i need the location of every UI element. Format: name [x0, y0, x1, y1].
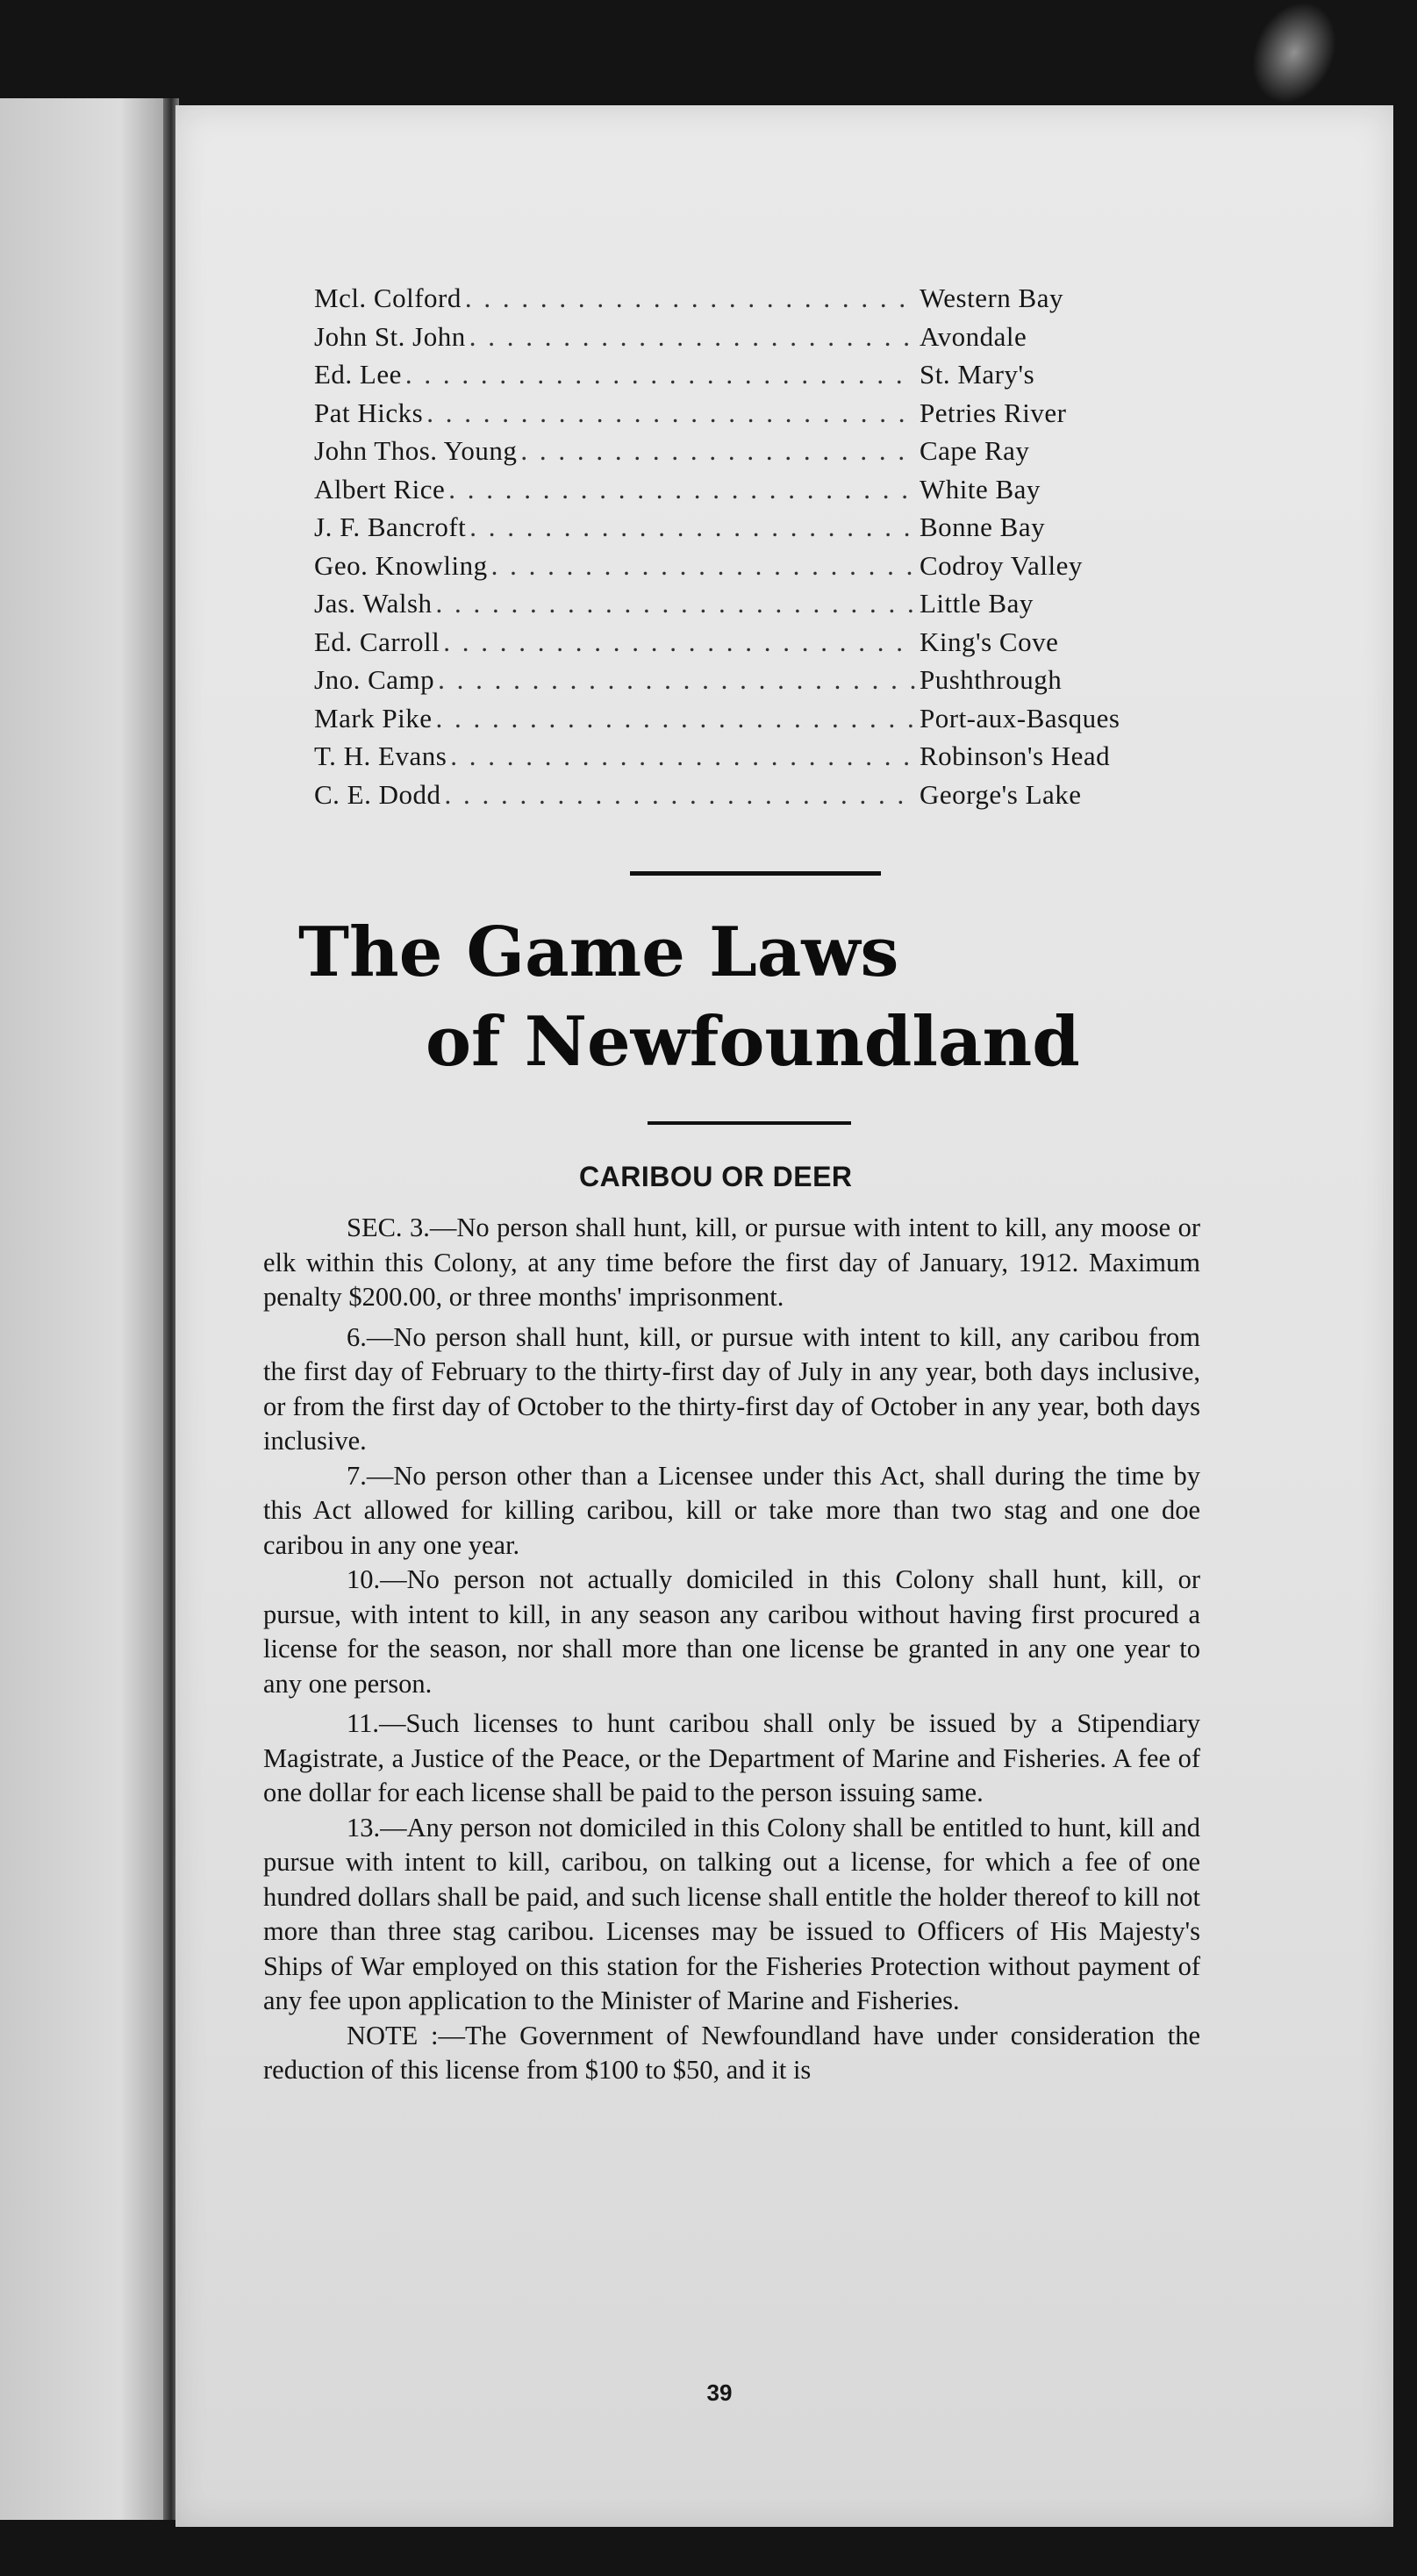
roster-name: Mark Pike	[314, 702, 433, 733]
leader-dots	[436, 588, 916, 619]
roster-place: George's Lake	[920, 778, 1082, 810]
page-number: 39	[706, 2379, 733, 2406]
roster-name: John St. John	[314, 320, 466, 352]
section-divider	[630, 871, 881, 876]
roster-row	[314, 626, 1183, 665]
leader-dots	[520, 435, 916, 467]
roster-place: Western Bay	[920, 283, 1063, 313]
warden-roster	[314, 283, 1183, 817]
roster-row	[314, 474, 1183, 512]
roster-row	[314, 435, 1183, 474]
leader-dots	[448, 474, 916, 505]
law-text	[263, 1211, 1200, 2088]
roster-name: T. H. Evans	[314, 741, 447, 771]
law-paragraph: 7.—No person other than a Licensee under this Act, shall during the time by this Act allowed for killing caribou, kill or take more than two stag and one doe caribou in any one year.	[263, 1460, 1200, 1560]
roster-row	[314, 550, 1183, 589]
leader-dots	[491, 550, 916, 582]
leader-dots	[469, 321, 916, 353]
roster-row	[314, 588, 1183, 626]
roster-place: Port-aux-Basques	[920, 702, 1120, 733]
leader-dots	[438, 664, 916, 696]
roster-place: Bonne Bay	[920, 512, 1046, 542]
roster-name: John Thos. Young	[314, 435, 518, 466]
facing-page	[0, 98, 172, 2520]
roster-name: Mcl. Colford	[314, 283, 462, 313]
leader-dots	[445, 779, 917, 811]
leader-dots	[450, 741, 916, 772]
roster-row	[314, 512, 1183, 550]
leader-dots	[469, 512, 916, 543]
note-paragraph: NOTE :—The Government of Newfoundland have under consideration the reduction of this license from $100 to $50, and it is	[263, 2020, 1200, 2085]
roster-place: Cape Ray	[920, 435, 1030, 466]
roster-place: Avondale	[920, 320, 1027, 352]
roster-place: Robinson's Head	[920, 741, 1111, 771]
roster-place: Pushthrough	[920, 664, 1063, 695]
roster-row	[314, 321, 1183, 360]
law-paragraph: 13.—Any person not domiciled in this Colony shall be entitled to hunt, kill and pursue with intent to kill, caribou, on talking out a license, for which a fee of one hundred dollars shall be paid, and such license shall entitle the holder thereof to kill not more than three stag caribou. Licenses may be issued to Officers of His Majesty's Ships of War employed on this station for the Fisheries Protection without payment of any fee upon application to the Minister of Marine and Fisheries.	[263, 1812, 1200, 2015]
roster-place: King's Cove	[920, 626, 1059, 657]
roster-place: Little Bay	[920, 588, 1034, 619]
law-paragraph: SEC. 3.—No person shall hunt, kill, or pursue with intent to kill, any moose or elk within this Colony, at any time before the first day of January, 1912. Maximum penalty $200.00, or three months' imprisonment.	[263, 1213, 1200, 1312]
leader-dots	[436, 703, 916, 734]
roster-row	[314, 283, 1183, 321]
roster-name: Ed. Carroll	[314, 626, 440, 657]
roster-name: Albert Rice	[314, 473, 446, 504]
roster-row	[314, 664, 1183, 703]
roster-row	[314, 741, 1183, 779]
roster-row	[314, 397, 1183, 436]
roster-name: Ed. Lee	[314, 359, 402, 390]
law-paragraph: 6.—No person shall hunt, kill, or pursue with intent to kill, any caribou from the first day of February to the thirty-first day of July in any year, both days inclusive, or from the first day of October to the thirty-first day of October in any year, both days inclusive.	[263, 1321, 1200, 1456]
roster-name: Jas. Walsh	[314, 588, 433, 619]
roster-place: Codroy Valley	[920, 549, 1083, 581]
roster-row	[314, 359, 1183, 397]
roster-name: J. F. Bancroft	[314, 512, 467, 542]
roster-name: Jno. Camp	[314, 664, 435, 695]
roster-row	[314, 703, 1183, 741]
title-line-2: of Newfoundland	[426, 1002, 1080, 1082]
title-line-1: The Game Laws	[298, 912, 899, 992]
law-paragraph: 11.—Such licenses to hunt caribou shall only be issued by a Stipendiary Magistrate, a Justice of the Peace, or the Department of Marine and Fisheries. A fee of one dollar for each license shall be paid to the person issuing same.	[263, 1708, 1200, 1807]
page-title	[298, 908, 1263, 1087]
law-paragraph: 10.—No person not actually domiciled in this Colony shall hunt, kill, or pursue, with intent to kill, in any season any caribou without having first procured a license for the season, nor shall more than one license be granted in any one year to any one person.	[263, 1564, 1200, 1699]
roster-name: Pat Hicks	[314, 397, 424, 428]
leader-dots	[426, 397, 916, 429]
scan-glare	[1236, 0, 1352, 117]
leader-dots	[443, 626, 916, 658]
roster-name: Geo. Knowling	[314, 549, 488, 581]
leader-dots	[465, 283, 916, 314]
roster-place: St. Mary's	[920, 359, 1035, 390]
section-heading: CARIBOU OR DEER	[579, 1161, 853, 1192]
roster-row	[314, 779, 1183, 818]
leader-dots	[405, 359, 916, 390]
roster-name: C. E. Dodd	[314, 778, 441, 810]
title-underline	[648, 1121, 851, 1125]
roster-place: White Bay	[920, 473, 1041, 504]
roster-place: Petries River	[920, 397, 1067, 428]
